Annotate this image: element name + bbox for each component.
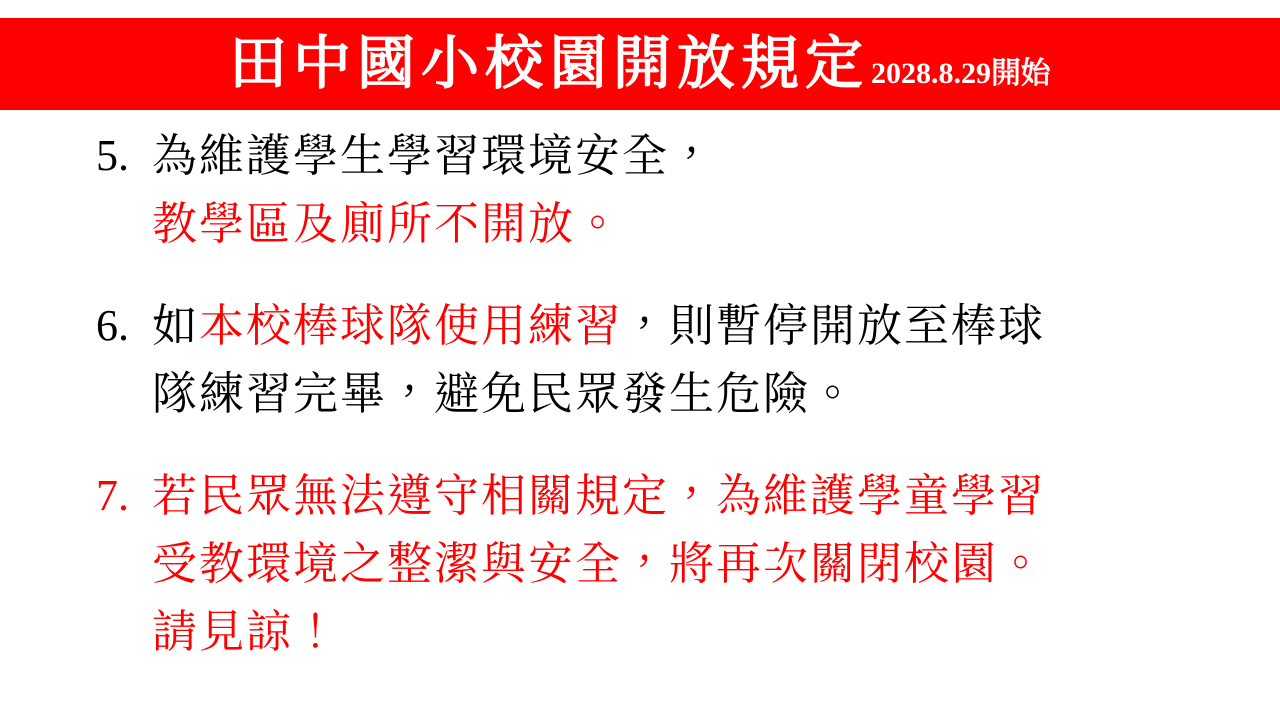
banner-text-group: [228, 31, 1051, 96]
effective-date: 2028.8.29開始: [871, 57, 1051, 90]
list-item-line: [152, 292, 1256, 360]
list-item-line: [152, 360, 1256, 428]
list-item-number: 5.: [96, 131, 129, 180]
list-item-line: [152, 530, 1256, 598]
list-item-body: [152, 122, 1256, 258]
text-segment-highlight: 本校棒球隊使用練習: [199, 301, 623, 351]
rules-list: [0, 122, 1280, 720]
text-segment: 如: [152, 301, 200, 351]
list-item-number: 6.: [96, 301, 129, 350]
list-item-line: [152, 598, 1256, 666]
list-item-body: [152, 462, 1256, 666]
text-segment: 為維護學生學習環境安全，: [152, 131, 717, 181]
list-item: [96, 122, 1256, 258]
header-banner: [0, 18, 1280, 110]
text-segment-highlight: 教學區及廁所不開放。: [152, 199, 623, 249]
list-item-body: [152, 292, 1256, 428]
text-segment-highlight: 請見諒！: [152, 607, 341, 657]
list-item-line: [152, 462, 1256, 530]
page-title: 田中國小校園開放規定: [228, 31, 869, 96]
list-item-line: [152, 122, 1256, 190]
list-item-number: 7.: [96, 471, 129, 520]
list-item: [96, 292, 1256, 428]
list-item: [96, 462, 1256, 666]
text-segment: ，則暫停開放至棒球: [622, 301, 1046, 351]
text-segment-highlight: 受教環境之整潔與安全，將再次關閉校園。: [152, 539, 1046, 589]
text-segment-highlight: 若民眾無法遵守相關規定，為維護學童學習: [152, 471, 1046, 521]
text-segment: 隊練習完畢，避免民眾發生危險。: [152, 369, 858, 419]
list-item-line: [152, 190, 1256, 258]
